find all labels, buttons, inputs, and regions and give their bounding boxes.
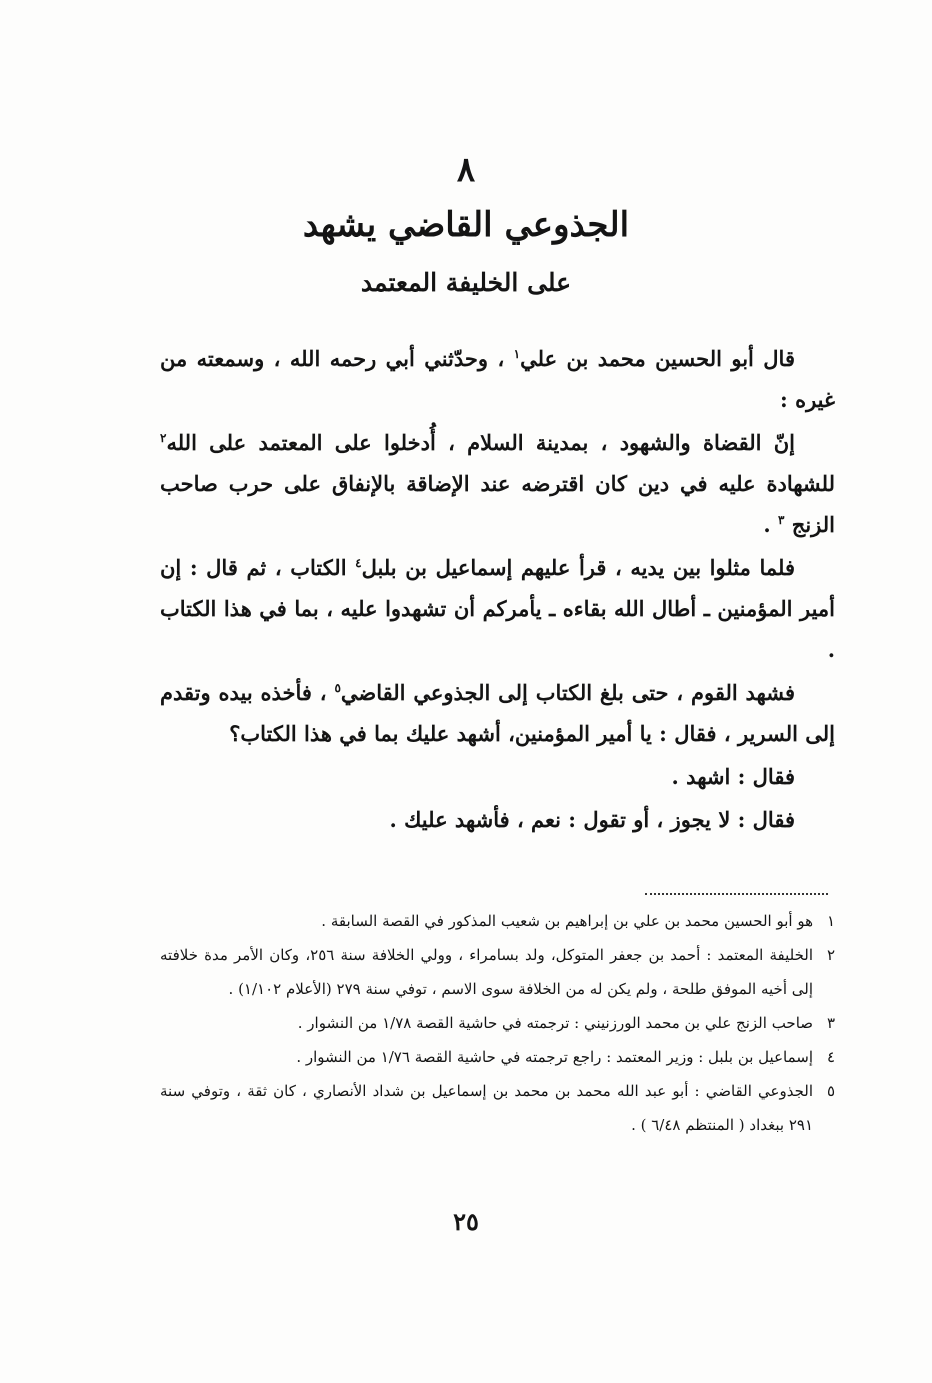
paragraph-4 [160,672,835,754]
footnote-ref-3: ٣ [778,513,785,527]
paragraph-3-text-cont: الكتاب ، ثم قال : إن أمير المؤمنين ـ أطال الله بقاءه ـ يأمركم أن تشهدوا عليه ، بما في هذا الكتاب . [160,555,835,662]
footnote-ref-5: ٥ [334,681,341,695]
footnote-ref-4: ٤ [355,556,362,570]
footnote-item [160,1040,835,1074]
footnote-separator [645,893,828,895]
paragraph-4-text-cont: ، فأخذه بيده وتقدم إلى السرير ، فقال : يا أمير المؤمنين، أشهد عليك بما في هذا الكتاب؟ [160,680,835,746]
footnote-number: ١ [826,912,835,930]
main-text [160,338,835,842]
chapter-title: الجذوعي القاضي يشهد [302,205,630,245]
paragraph-3 [160,547,835,670]
footnote-number: ٣ [826,1014,835,1032]
footnote-text: الخليفة المعتمد : أحمد بن جعفر المتوكل، ولد بسامراء ، وولي الخلافة سنة ٢٥٦، وكان الأمر مدة خلافته إلى أخيه الموفق طلحة ، ولم يكن له من الخلافة سوى الاسم ، توفي سنة ٢٧٩ (الأعلام ١/١٠٢) . [160,946,813,998]
paragraph-6: فقال : لا يجوز ، أو تقول : نعم ، فأشهد عليك . [389,807,795,832]
paragraph-2-text: إنّ القضاة والشهود ، بمدينة السلام ، أُدخلوا على المعتمد على الله [166,430,795,455]
paragraph-4-text: فشهد القوم ، حتى بلغ الكتاب إلى الجذوعي القاضي [340,680,796,705]
footnote-number: ٤ [826,1048,835,1066]
footnote-number: ٢ [826,946,835,964]
footnote-text: صاحب الزنج علي بن محمد الورزنيني : ترجمته في حاشية القصة ١/٧٨ من النشوار . [297,1014,813,1032]
chapter-number: ٨ [456,150,476,190]
footnote-item [160,938,835,1006]
footnote-text: هو أبو الحسين محمد بن علي بن إبراهيم بن شعيب المذكور في القصة السابقة . [321,912,813,930]
chapter-subtitle: على الخليفة المعتمد [360,268,572,297]
footnotes [160,904,835,1142]
paragraph-1-text: قال أبو الحسين محمد بن علي [520,346,795,371]
footnote-text: إسماعيل بن بلبل : وزير المعتمد : راجع ترجمته في حاشية القصة ١/٧٦ من النشوار . [296,1048,813,1066]
paragraph-2 [160,422,835,545]
footnote-number: ٥ [826,1082,835,1100]
paragraph-1 [160,338,835,420]
footnote-item [160,1006,835,1040]
footnote-item [160,904,835,938]
paragraph-2-end: . [763,512,771,537]
footnote-text: الجذوعي القاضي : أبو عبد الله محمد بن محمد بن إسماعيل بن شداد الأنصاري ، كان ثقة ، وتوفي سنة ٢٩١ ببغداد ( المنتظم ٦/٤٨ ) . [160,1082,813,1134]
footnote-item [160,1074,835,1142]
footnote-ref-1: ١ [513,347,521,361]
paragraph-1-text-cont: ، وحدّثني أبي رحمه الله ، وسمعته من غيره : [160,346,835,412]
page-number: ٢٥ [453,1207,479,1236]
paragraph-2-text-cont: للشهادة عليه في دين كان اقترضه عند الإضاقة بالإنفاق على حرب صاحب الزنج [160,471,835,537]
paragraph-3-text: فلما مثلوا بين يديه ، قرأ عليهم إسماعيل بن بلبل [361,555,795,580]
footnote-ref-2: ٢ [160,431,167,445]
paragraph-5: فقال : اشهد . [671,764,795,789]
